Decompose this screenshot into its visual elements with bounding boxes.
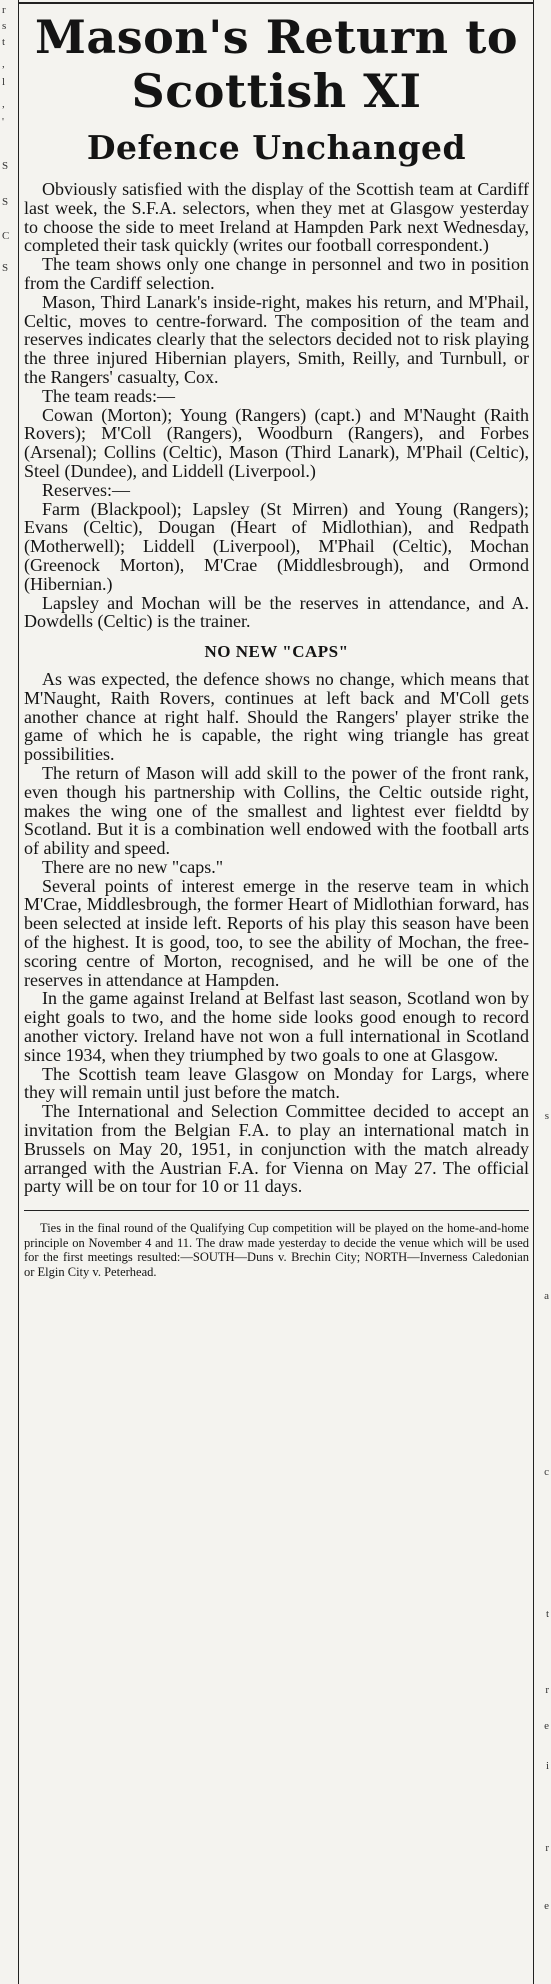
gutter-char: t	[2, 36, 6, 48]
news-article	[24, 10, 529, 1279]
right-gutter-fragments	[537, 0, 551, 1984]
paragraph: Several points of interest emerge in the reserve team in which M'Crae, Middlesbrough, the former Heart of Midlothian forward, has been selected at inside left. Reports of his play this season have been of the highest. It is good, too, to see the ability of Mochan, the free-scoring centre of Morton, recognised, and he will be one of the reserves in attendance at Hampden.	[24, 875, 529, 990]
gutter-char: r	[545, 1842, 549, 1854]
column-rule-left	[18, 0, 19, 1984]
gutter-char: c	[544, 1466, 549, 1478]
gutter-char: S	[2, 196, 9, 208]
paragraph: Obviously satisfied with the display of the Scottish team at Cardiff last week, the S.F.A. selectors, when they met at Glasgow yesterday to choose the side to meet Ireland at Hampden Park next Wednesday, completed their task quickly (writes our football correspondent.)	[24, 179, 529, 256]
paragraph: There are no new "caps."	[42, 856, 224, 877]
gutter-char: r	[545, 1684, 549, 1696]
paragraph: The team shows only one change in personnel and two in position from the Cardiff selection.	[24, 254, 529, 293]
gutter-char: s	[544, 1110, 549, 1122]
gutter-char: C	[2, 230, 10, 242]
column-rule-right	[533, 0, 534, 1984]
paragraph: Cowan (Morton); Young (Rangers) (capt.) and M'Naught (Raith Rovers); M'Coll (Rangers), Woodburn (Rangers), and Forbes (Arsenal); Collins (Celtic), Mason (Third Lanark), M'Phail (Celtic), Steel (Dundee), and Liddell (Liverpool.)	[24, 404, 529, 481]
paragraph: The International and Selection Committee decided to accept an invitation from the Belgian F.A. to play an international match in Brussels on May 20, 1951, in conjunction with the match already arranged with the Austrian F.A. for Vienna on May 27. The official party will be on tour for 10 or 11 days.	[24, 1101, 529, 1197]
gutter-char: e	[544, 1720, 549, 1732]
gutter-char: ,	[2, 58, 5, 70]
paragraph: The Scottish team leave Glasgow on Monday for Largs, where they will remain until just before the match.	[24, 1063, 529, 1103]
article-body	[24, 180, 529, 1196]
subheadline: Defence Unchanged	[86, 128, 467, 167]
gutter-char: s	[2, 20, 7, 32]
gutter-char: S	[2, 160, 9, 172]
paragraph: In the game against Ireland at Belfast last season, Scotland won by eight goals to two, and the home side looks good enough to record another victory. Ireland have not won a full international in Scotland since 1934, when they triumphed by two goals to one at Glasgow.	[24, 988, 529, 1065]
gutter-char: r	[2, 4, 6, 16]
section-heading: NO NEW "CAPS"	[204, 642, 349, 662]
top-rule	[18, 2, 534, 4]
paragraph: The team reads:—	[42, 385, 175, 406]
gutter-char: S	[2, 262, 9, 274]
gutter-char: t	[545, 1608, 549, 1620]
paragraph: The return of Mason will add skill to the power of the front rank, even though his partnership with Collins, the Celtic outside right, makes the wing one of the smallest and lightest ever fieldtd by Scotland. But it is a combination well endowed with the football arts of ability and speed.	[24, 762, 529, 859]
gutter-char: ,	[2, 98, 5, 110]
headline: Mason's Return to Scottish XI	[34, 10, 519, 118]
footnote-divider	[24, 1210, 529, 1211]
paragraph: Farm (Blackpool); Lapsley (St Mirren) and Young (Rangers); Evans (Celtic), Dougan (Heart of Midlothian), and Redpath (Motherwell); Liddell (Liverpool), M'Phail (Celtic), Mochan (Greenock Morton), M'Crae (Middlesbrough), and Ormond (Hibernian.)	[24, 498, 529, 594]
gutter-char: a	[544, 1290, 549, 1302]
left-gutter-fragments	[0, 0, 14, 1984]
gutter-char: l	[2, 76, 6, 88]
paragraph: As was expected, the defence shows no change, which means that M'Naught, Raith Rovers, continues at left back and M'Coll gets another chance at right half. Should the Rangers' player strike the game of which he is capable, the right wing triangle has great possibilities.	[24, 668, 529, 765]
paragraph: Mason, Third Lanark's inside-right, makes his return, and M'Phail, Celtic, moves to centre-forward. The composition of the team and reserves indicates clearly that the selectors decided not to risk playing the three injured Hibernian players, Smith, Reilly, and Turnbull, or the Rangers' casualty, Cox.	[24, 291, 529, 387]
gutter-char: i	[545, 1760, 549, 1772]
gutter-char: e	[544, 1900, 549, 1912]
footnote: Ties in the final round of the Qualifying Cup competition will be played on the home-and-home principle on November 4 and 11. The draw made yesterday to decide the venue which will be used for the first meetings resulted:—SOUTH—Duns v. Brechin City; NORTH—Inverness Caledonian or Elgin City v. Peterhead.	[24, 1221, 529, 1279]
paragraph: Lapsley and Mochan will be the reserves in attendance, and A. Dowdells (Celtic) is the trainer.	[24, 592, 529, 632]
paragraph: Reserves:—	[42, 479, 130, 500]
gutter-char: '	[2, 116, 4, 128]
